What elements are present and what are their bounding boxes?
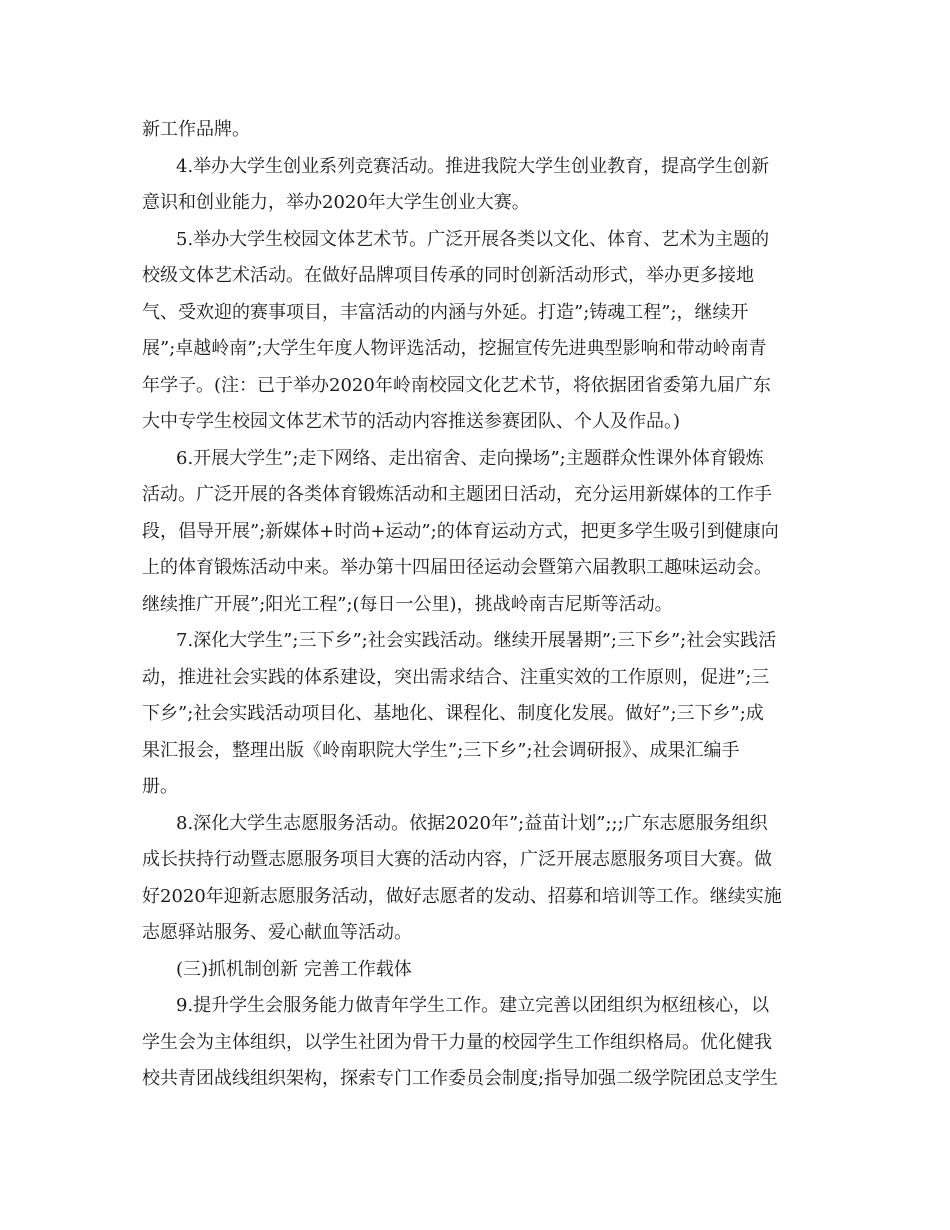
text-line: 学生会为主体组织，以学生社团为骨干力量的校园学生工作组织格局。优化健我: [142, 1031, 772, 1053]
text-line: 校共青团战线组织架构，探索专门工作委员会制度;指导加强二级学院团总支学生: [142, 1068, 779, 1089]
text-line: 9.提升学生会服务能力做青年学生工作。建立完善以团组织为枢纽核心，以: [176, 995, 770, 1016]
text-line: 新工作品牌。: [142, 119, 250, 140]
text-line: 气、受欢迎的赛事项目，丰富活动的内涵与外延。打造”;铸魂工程”;，继续开: [142, 301, 749, 323]
text-line: 好2020年迎新志愿服务活动，做好志愿者的发动、招募和培训等工作。继续实施: [142, 885, 782, 907]
text-line: 意识和创业能力，举办2020年大学生创业大赛。: [142, 192, 530, 213]
text-line: 7.深化大学生”;三下乡”;社会实践活动。继续开展暑期”;三下乡”;社会实践活: [176, 630, 777, 651]
section-heading: (三)抓机制创新 完善工作载体: [176, 958, 412, 980]
text-line: 活动。广泛开展的各类体育锻炼活动和主题团日活动，充分运用新媒体的工作手: [142, 484, 772, 505]
text-line: 上的体育锻炼活动中来。举办第十四届田径运动会暨第六届教职工趣味运动会。: [142, 557, 772, 578]
text-line: 4.举办大学生创业系列竞赛活动。推进我院大学生创业教育，提高学生创新: [176, 155, 770, 177]
text-line: 8.深化大学生志愿服务活动。依据2020年”;益苗计划”;;;广东志愿服务组织: [176, 812, 768, 834]
text-line: 展”;卓越岭南”;大学生年度人物评选活动，挖掘宣传先进典型影响和带动岭南青: [142, 338, 767, 359]
text-line: 段，倡导开展”;新媒体+时尚+运动”;的体育运动方式，把更多学生吸引到健康向: [142, 520, 779, 542]
text-line: 大中专学生校园文体艺术节的活动内容推送参赛团队、个人及作品。): [142, 411, 681, 432]
text-line: 年学子。(注：已于举办2020年岭南校园文化艺术节，将依据团省委第九届广东: [142, 374, 771, 396]
text-line: 下乡”;社会实践活动项目化、基地化、课程化、制度化发展。做好”;三下乡”;成: [142, 703, 764, 724]
document-body: [142, 112, 804, 1098]
text-line: 继续推广开展”;阳光工程”;(每日一公里)，挑战岭南吉尼斯等活动。: [142, 593, 673, 615]
text-line: 动，推进社会实践的体系建设，突出需求结合、注重实效的工作原则，促进”;三: [142, 666, 770, 688]
text-line: 果汇报会，整理出版《岭南职院大学生”;三下乡”;社会调研报》、成果汇编手: [142, 739, 740, 761]
text-line: 册。: [142, 776, 178, 797]
text-line: 5.举办大学生校园文体艺术节。广泛开展各类以文化、体育、艺术为主题的: [176, 228, 770, 250]
text-line: 成长扶持行动暨志愿服务项目大赛的活动内容，广泛开展志愿服务项目大赛。做: [142, 849, 772, 870]
text-line: 6.开展大学生”;走下网络、走出宿舍、走向操场”;主题群众性课外体育锻炼: [176, 447, 764, 469]
text-line: 志愿驿站服务、爱心献血等活动。: [142, 922, 412, 943]
text-line: 校级文体艺术活动。在做好品牌项目传承的同时创新活动形式，举办更多接地: [142, 265, 754, 286]
